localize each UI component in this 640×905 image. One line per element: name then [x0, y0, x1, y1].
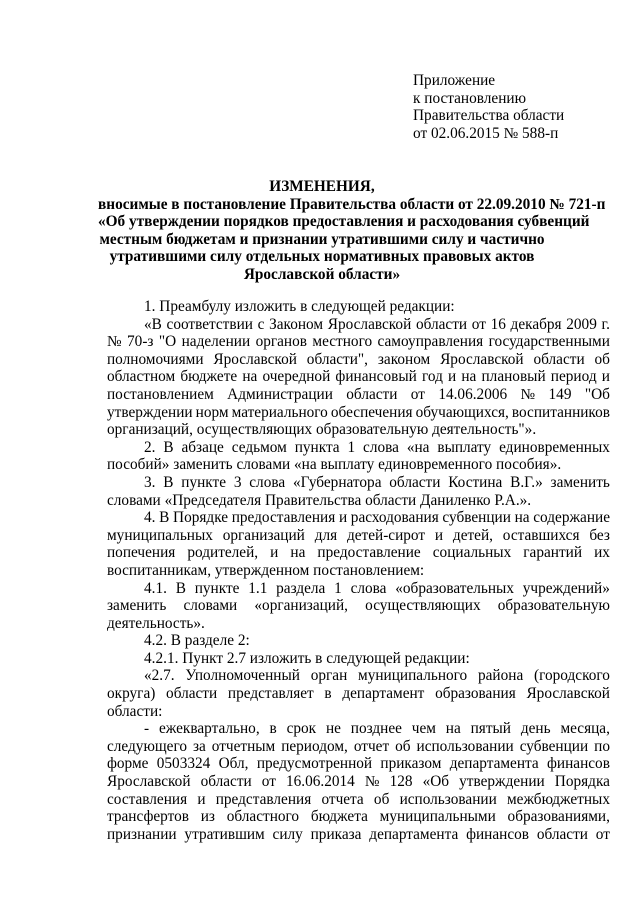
body-line: № 70-з "О наделении органов местного самоуправления государственными	[107, 333, 610, 351]
body-line: «2.7. Уполномоченный орган муниципального района (городского	[144, 667, 610, 685]
body-line: муниципальных организаций для детей-сирот и детей, оставшихся без	[107, 526, 610, 544]
appendix-header	[413, 72, 564, 142]
body-line: 4.2. В разделе 2:	[144, 632, 250, 650]
body-line: 3. В пункте 3 слова «Губернатора области Костина В.Г.» заменить	[144, 473, 610, 491]
title-line: местным бюджетам и признании утратившими силу и частично	[99, 230, 545, 248]
body-line: областном бюджете на очередной финансовый год и на плановый период и	[107, 368, 610, 386]
body-line: воспитанникам, утвержденном постановлением:	[107, 561, 425, 579]
body-line: 4. В Порядке предоставления и расходования субвенции на содержание	[144, 509, 610, 527]
body-line: заменить словами «организаций, осуществляющих образовательную	[107, 597, 610, 615]
title-line: вносимые в постановление Правительства области от 22.09.2010 № 721-п	[98, 195, 606, 213]
body-line: округа) области представляет в департамент образования Ярославской	[107, 685, 610, 703]
body-line: 1. Преамбулу изложить в следующей редакции:	[144, 298, 455, 315]
body-line: полномочиями Ярославской области", законом Ярославской области об	[107, 350, 610, 368]
body-line: 4.2.1. Пункт 2.7 изложить в следующей редакции:	[144, 649, 470, 667]
body-line: словами «Председателя Правительства области Даниленко Р.А.».	[107, 491, 532, 509]
title-line: ИЗМЕНЕНИЯ,	[269, 178, 375, 195]
body-line: области:	[107, 702, 163, 720]
body-line: 2. В абзаце седьмом пункта 1 слова «на выплату единовременных	[144, 438, 610, 456]
appendix-line: от 02.06.2015 № 588-п	[413, 124, 559, 142]
title-line: «Об утверждении порядков предоставления и расходования субвенций	[98, 213, 590, 231]
title-line: Ярославской области»	[243, 265, 401, 283]
body-line: пособий» заменить словами «на выплату единовременного пособия».	[107, 456, 562, 474]
appendix-line: к постановлению	[413, 89, 527, 107]
document-body	[107, 298, 610, 843]
body-line: организаций, осуществляющих образовательную деятельность"».	[107, 421, 537, 439]
body-line: 4.1. В пункте 1.1 раздела 1 слова «образовательных учреждений»	[144, 579, 610, 597]
appendix-line: Правительства области	[413, 107, 565, 124]
body-line: «В соответствии с Законом Ярославской области от 16 декабря 2009 г.	[144, 315, 610, 333]
body-line: постановлением Администрации области от 14.06.2006 № 149 "Об	[107, 385, 610, 403]
body-line: признании утратившим силу приказа департамента финансов области от	[107, 825, 610, 843]
body-line: форме 0503324 Обл, предусмотренной приказом департамента финансов	[107, 755, 610, 773]
document-title	[98, 178, 606, 284]
body-line: деятельность».	[107, 614, 205, 632]
title-line: утратившими силу отдельных нормативных правовых актов	[109, 248, 535, 266]
body-line: составления и представления отчета об использовании межбюджетных	[107, 790, 610, 808]
body-line: - ежеквартально, в срок не позднее чем на пятый день месяца,	[144, 720, 610, 738]
body-line: трансфертов из областного бюджета муниципальными образованиями,	[107, 808, 610, 826]
body-line: утверждении норм материального обеспечения обучающихся, воспитанников	[107, 403, 610, 421]
body-line: Ярославской области от 16.06.2014 № 128 «Об утверждении Порядка	[107, 773, 610, 791]
body-line: следующего за отчетным периодом, отчет об использовании субвенции по	[107, 737, 610, 755]
appendix-line: Приложение	[413, 72, 496, 89]
body-line: попечения родителей, и на предоставление социальных гарантий их	[107, 544, 610, 562]
